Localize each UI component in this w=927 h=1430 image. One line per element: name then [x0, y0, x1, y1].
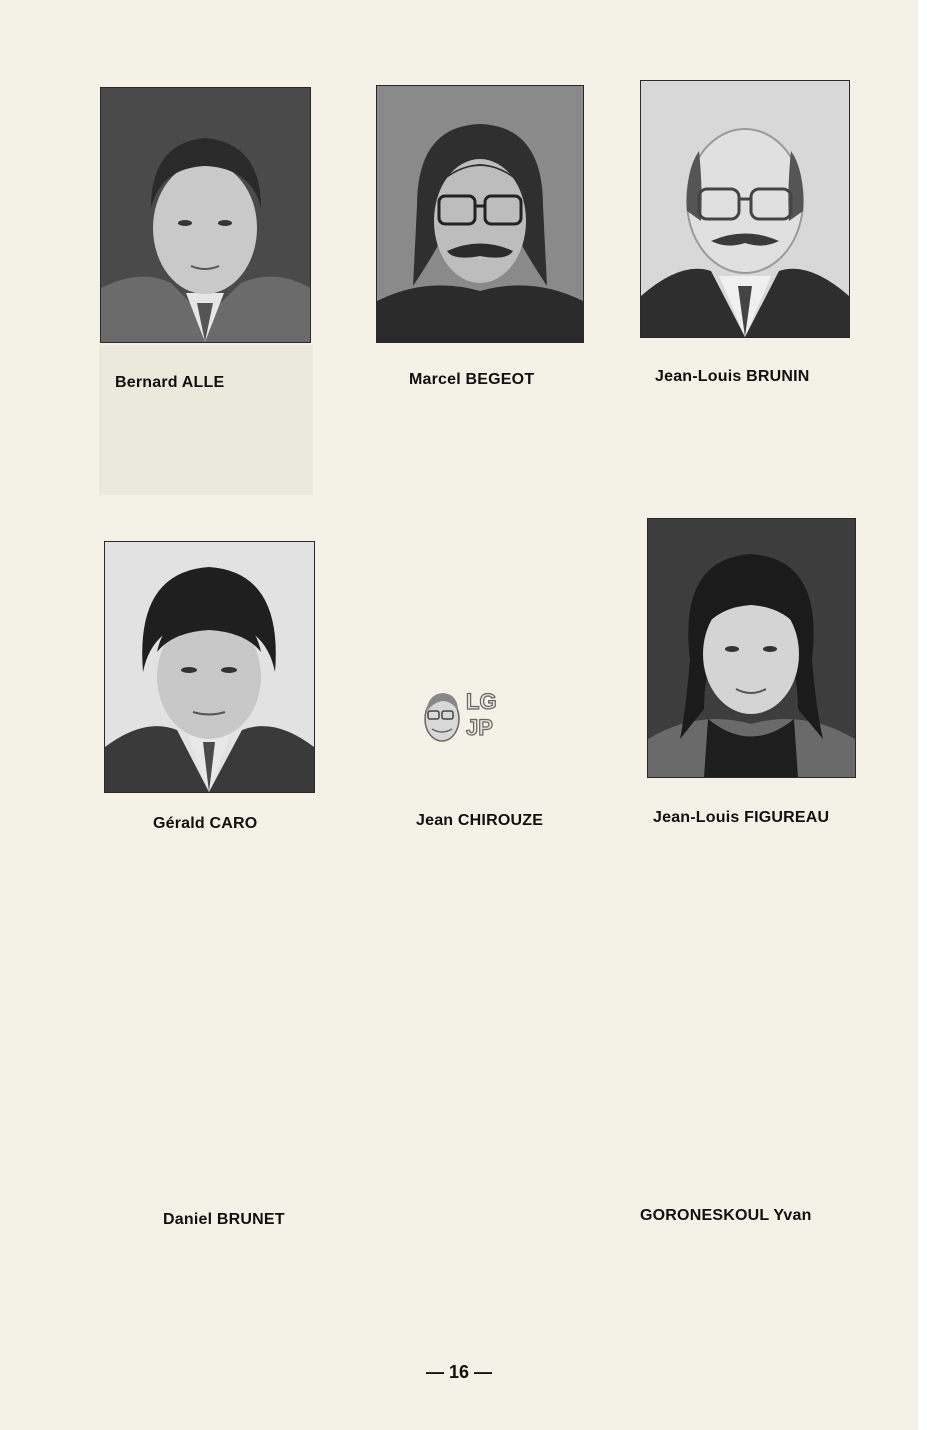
portrait-photo-brunin	[640, 80, 850, 338]
portrait-photo-alle	[100, 87, 311, 343]
portrait-photo-caro	[104, 541, 315, 793]
lgjp-logo	[418, 683, 510, 749]
show-through-shadow	[99, 345, 313, 495]
caption-jean-louis-figureau: Jean-Louis FIGUREAU	[653, 809, 830, 826]
caption-jean-louis-brunin: Jean-Louis BRUNIN	[655, 368, 810, 385]
page-edge	[918, 0, 927, 1430]
page-number: — 16 —	[425, 1362, 493, 1382]
caption-goroneskoul-yvan: GORONESKOUL Yvan	[640, 1207, 812, 1224]
portrait-photo-begeot	[376, 85, 584, 343]
logo-text-lg: LG	[466, 689, 497, 714]
caption-marcel-begeot: Marcel BEGEOT	[409, 371, 535, 388]
caption-bernard-alle: Bernard ALLE	[115, 374, 225, 391]
caption-gerald-caro: Gérald CARO	[153, 815, 258, 832]
logo-text-jp: JP	[466, 715, 493, 740]
portrait-photo-figureau	[647, 518, 856, 778]
caption-jean-chirouze: Jean CHIROUZE	[416, 812, 544, 829]
caption-daniel-brunet: Daniel BRUNET	[163, 1211, 285, 1228]
